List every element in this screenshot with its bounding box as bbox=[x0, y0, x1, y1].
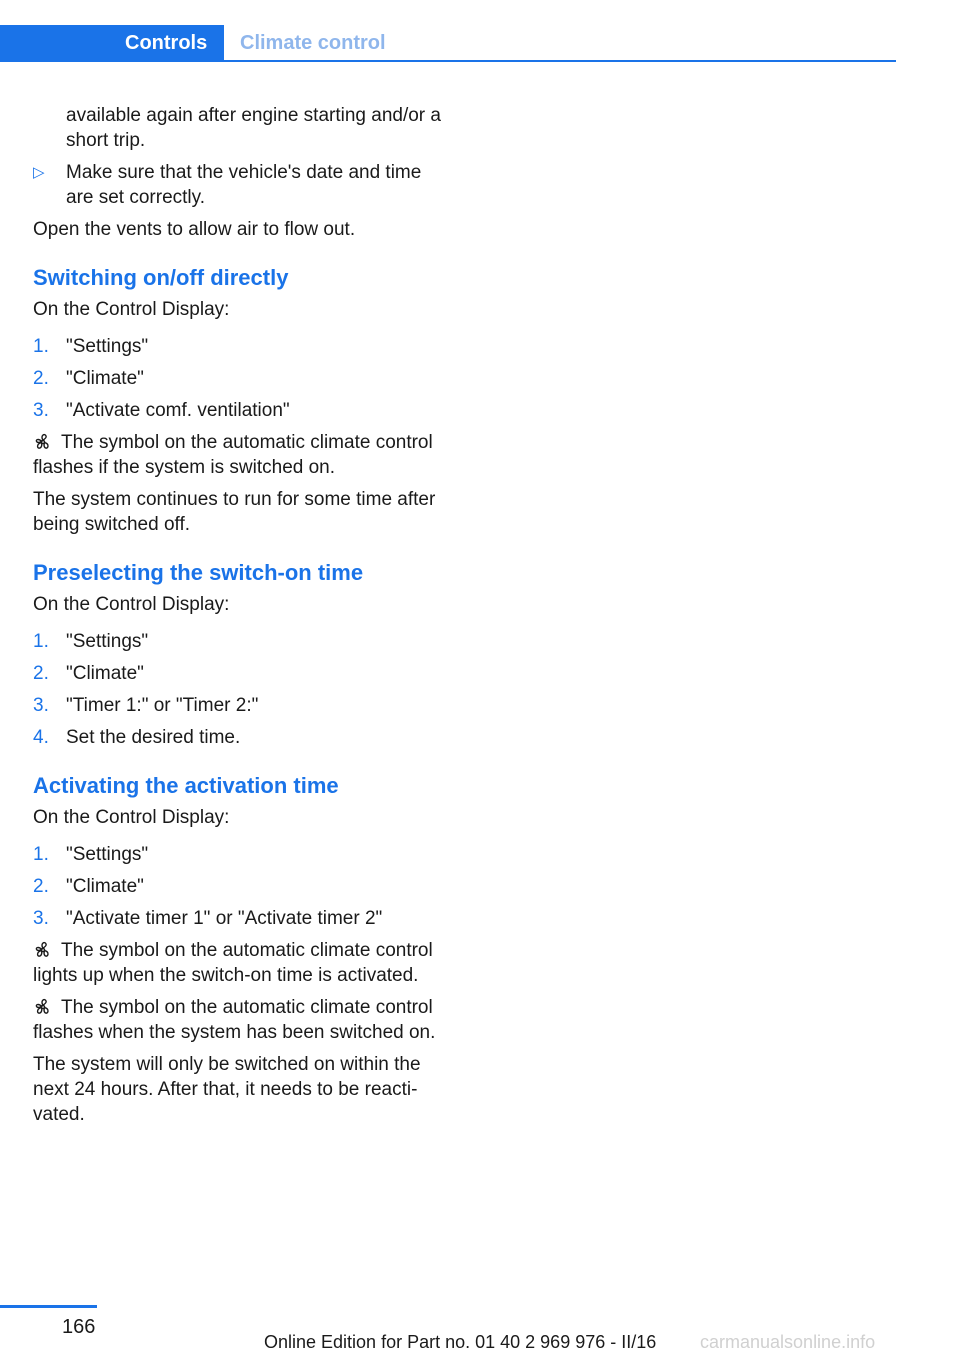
section-heading-preselecting: Preselecting the switch-on time bbox=[33, 560, 364, 585]
fan-icon bbox=[33, 433, 53, 451]
step-number: 1. bbox=[33, 631, 49, 652]
note-paragraph bbox=[33, 938, 445, 988]
watermark: carmanualsonline.info bbox=[700, 1332, 876, 1352]
step-text: "Settings" bbox=[66, 844, 149, 865]
step-number: 2. bbox=[33, 663, 49, 684]
header-chapter-tab: Climate control bbox=[240, 32, 386, 54]
step-text: "Settings" bbox=[66, 631, 149, 652]
step-number: 4. bbox=[33, 727, 49, 748]
step-text: "Timer 1:" or "Timer 2:" bbox=[66, 695, 259, 716]
section-intro: On the Control Display: bbox=[33, 594, 230, 615]
step-number: 3. bbox=[33, 695, 49, 716]
edition-text: Online Edition for Part no. 01 40 2 969 976 - II/16 bbox=[264, 1332, 657, 1352]
note-text: The symbol on the automatic climate control flashes if the system is switched on. bbox=[33, 432, 433, 478]
bullet-item bbox=[33, 160, 445, 210]
step-text: "Activate comf. ventilation" bbox=[66, 400, 290, 421]
fan-icon bbox=[33, 941, 53, 959]
list-item bbox=[33, 842, 445, 867]
step-list-preselecting bbox=[33, 629, 445, 750]
section-heading-switching: Switching on/off directly bbox=[33, 265, 289, 290]
step-list-activating bbox=[33, 842, 445, 931]
step-number: 1. bbox=[33, 336, 49, 357]
section-heading-activating: Activating the activation time bbox=[33, 773, 339, 798]
footer-rule bbox=[0, 1305, 97, 1308]
page-content bbox=[33, 103, 445, 1134]
note-paragraph bbox=[33, 430, 445, 480]
continued-text: available again after engine starting and/or a short trip. bbox=[66, 105, 441, 151]
note-paragraph: The system will only be switched on within the next 24 hours. After that, it needs to be reactivated. bbox=[33, 1054, 421, 1125]
list-item bbox=[33, 334, 445, 359]
step-number: 3. bbox=[33, 400, 49, 421]
step-text: "Climate" bbox=[66, 876, 144, 897]
note-paragraph bbox=[33, 995, 445, 1045]
note-paragraph: The system continues to run for some time after being switched off. bbox=[33, 489, 436, 535]
step-number: 2. bbox=[33, 368, 49, 389]
vents-text: Open the vents to allow air to flow out. bbox=[33, 219, 356, 240]
header-rule bbox=[0, 60, 896, 62]
step-text: "Settings" bbox=[66, 336, 149, 357]
step-number: 3. bbox=[33, 908, 49, 929]
fan-icon bbox=[33, 998, 53, 1016]
section-intro: On the Control Display: bbox=[33, 807, 230, 828]
list-item bbox=[33, 398, 445, 423]
note-text: The symbol on the automatic climate control lights up when the switch-on time is activated. bbox=[33, 940, 433, 986]
step-text: "Climate" bbox=[66, 663, 144, 684]
list-item bbox=[33, 693, 445, 718]
section-intro: On the Control Display: bbox=[33, 299, 230, 320]
step-text: Set the desired time. bbox=[66, 727, 241, 748]
list-item bbox=[33, 366, 445, 391]
step-text: "Activate timer 1" or "Activate timer 2" bbox=[66, 908, 383, 929]
list-item bbox=[33, 725, 445, 750]
step-text: "Climate" bbox=[66, 368, 144, 389]
page-number: 166 bbox=[62, 1316, 96, 1338]
list-item bbox=[33, 874, 445, 899]
step-number: 1. bbox=[33, 844, 49, 865]
bullet-triangle-icon: ▷ bbox=[33, 164, 45, 181]
list-item bbox=[33, 661, 445, 686]
list-item bbox=[33, 629, 445, 654]
list-item bbox=[33, 906, 445, 931]
note-text: The symbol on the automatic climate control flashes when the system has been switched on. bbox=[33, 997, 436, 1043]
bullet-text: Make sure that the vehicle's date and time are set correctly. bbox=[66, 162, 422, 208]
step-number: 2. bbox=[33, 876, 49, 897]
step-list-switching bbox=[33, 334, 445, 423]
header-section-tab: Controls bbox=[0, 25, 224, 62]
